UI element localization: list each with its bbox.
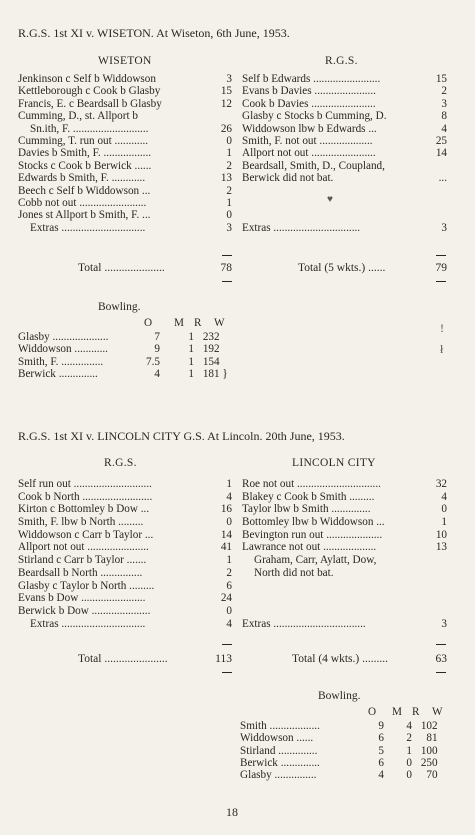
batting-entry: Smith, F. not out ...................: [242, 134, 373, 147]
batting-entry: Roe not out ..............................: [242, 478, 381, 490]
bowling-r: 18: [202, 367, 214, 380]
batting-row: [242, 210, 447, 222]
bowling-o: 6: [378, 756, 384, 769]
match1-right-total: 79: [435, 262, 447, 274]
bowling-m: 2: [406, 732, 412, 745]
batting-runs: 2: [226, 566, 232, 579]
batting-row: [242, 581, 447, 594]
match1-left-team: WISETON: [98, 55, 152, 67]
batting-runs: 32: [435, 478, 447, 490]
bowling-r: 25: [420, 756, 432, 769]
batting-entry: Evans b Davies ......................: [242, 85, 376, 98]
match2-right-team: LINCOLN CITY: [292, 457, 376, 469]
batting-row: [242, 593, 447, 606]
batting-runs: ...: [438, 172, 447, 185]
match2-left-team: R.G.S.: [104, 457, 137, 469]
batting-row: [18, 223, 232, 235]
page-number: 18: [226, 805, 238, 819]
batting-runs: 0: [226, 516, 232, 529]
batting-entry: Berwick did not bat.: [242, 172, 334, 185]
match1-right-total-label: Total (5 wkts.) ......: [298, 262, 386, 274]
batting-entry: Cumming, D., st. Allport b: [18, 110, 138, 123]
bowling-row: [18, 332, 244, 344]
batting-entry: Sn.ith, F. ...........................: [30, 122, 149, 135]
batting-row: [18, 173, 232, 185]
bowling-o: 7.5: [146, 355, 160, 368]
bowler-name: Glasby ....................: [18, 331, 109, 343]
bowler-name: Widdowson ............: [18, 343, 108, 356]
match1-left-total-label: Total .....................: [78, 262, 165, 274]
batting-runs: 6: [226, 579, 232, 592]
batting-entry: Francis, E. c Beardsall b Glasby: [18, 97, 162, 110]
batting-entry: Allport not out .......................: [242, 147, 376, 160]
bowling-o: 5: [378, 744, 384, 757]
batting-entry: Beech c Self b Widdowson ...: [18, 184, 151, 197]
batting-entry: Extras .................................: [242, 617, 366, 630]
bowling-w: 0: [432, 744, 438, 757]
bowling-w: 2: [214, 343, 220, 356]
match2-left-rule-bottom: [222, 672, 232, 673]
bowler-name: Smith, F. ...............: [18, 355, 104, 368]
match2-right-batting: [242, 479, 447, 631]
batting-row: [242, 111, 447, 123]
batting-entry: Kettleborough c Cook b Glasby: [18, 85, 161, 98]
match1-right-total-row: [298, 263, 447, 275]
batting-entry: Glasby c Stocks b Cumming, D.: [242, 110, 387, 123]
bowling-w: 2: [214, 331, 220, 343]
bowling-m: 1: [188, 331, 194, 343]
batting-runs: 3: [441, 221, 447, 234]
match1-left-total: 78: [220, 262, 232, 274]
batting-row: [242, 148, 447, 160]
batting-row: [242, 619, 447, 632]
batting-row: [242, 568, 447, 581]
bowling-m: 1: [406, 744, 412, 757]
match2-left-total: 113: [215, 653, 232, 665]
batting-runs: 15: [435, 73, 447, 85]
bowler-name: Smith ..................: [240, 720, 320, 732]
batting-row: [18, 568, 232, 581]
batting-entry: Beardsall, Smith, D., Coupland,: [242, 159, 385, 172]
batting-row: [18, 148, 232, 160]
batting-entry: Jenkinson c Self b Widdowson: [18, 73, 156, 85]
bowling-col-header: W: [214, 317, 225, 329]
batting-runs: 14: [220, 528, 232, 541]
batting-runs: 4: [441, 490, 447, 503]
batting-entry: Extras ...............................: [242, 221, 361, 234]
match2-title: R.G.S. 1st XI v. LINCOLN CITY G.S. At Lincoln. 20th June, 1953.: [18, 429, 345, 443]
bowling-o: 4: [154, 367, 160, 380]
match1-left-batting: [18, 74, 232, 235]
bowling-m: 1: [188, 343, 194, 356]
batting-runs: 1: [226, 147, 232, 160]
batting-entry: Bevington run out ....................: [242, 528, 383, 541]
batting-runs: 2: [441, 85, 447, 98]
bowling-r: 10: [420, 744, 432, 757]
batting-row: [18, 619, 232, 632]
bowling-o: 4: [378, 769, 384, 782]
bowling-row: [240, 721, 462, 733]
batting-runs: 1: [441, 516, 447, 529]
bowling-w: 1 }: [214, 367, 228, 380]
batting-entry: Widdowson c Carr b Taylor ...: [18, 528, 154, 541]
bowling-o: 9: [154, 343, 160, 356]
batting-runs: 0: [226, 209, 232, 222]
margin-mark-2: ł: [440, 342, 444, 356]
batting-entry: Kirton c Bottomley b Dow ...: [18, 503, 150, 516]
bowling-row: [240, 746, 462, 758]
batting-entry: Blakey c Cook b Smith .........: [242, 490, 375, 503]
bowling-col-header: O: [144, 317, 153, 329]
batting-row: [242, 479, 447, 492]
batting-row: [18, 210, 232, 222]
bowling-col-header: W: [432, 706, 443, 718]
batting-runs: 1: [226, 478, 232, 490]
match2-right-total-label: Total (4 wkts.) .........: [292, 653, 388, 665]
match1-left-rule-bottom: [222, 281, 232, 282]
batting-row: [18, 479, 232, 492]
batting-entry: Bottomley lbw b Widdowson ...: [242, 516, 385, 529]
batting-runs: 8: [441, 110, 447, 123]
batting-runs: 3: [441, 617, 447, 630]
bowling-w: 4: [214, 355, 220, 368]
batting-entry: Self b Edwards ........................: [242, 73, 381, 85]
batting-runs: 26: [220, 122, 232, 135]
batting-entry: Davies b Smith, F. .................: [18, 147, 152, 160]
bowling-row: [18, 357, 244, 369]
bowler-name: Berwick ..............: [18, 367, 98, 380]
batting-runs: 12: [220, 97, 232, 110]
batting-runs: 0: [441, 503, 447, 516]
bowling-r: 23: [202, 331, 214, 343]
batting-entry: Cook b Davies .......................: [242, 97, 376, 110]
bowling-m: 1: [188, 355, 194, 368]
batting-entry: North did not bat.: [254, 566, 334, 579]
batting-entry: Smith, F. lbw b North .........: [18, 516, 144, 529]
match1-title: R.G.S. 1st XI v. WISETON. At Wiseton, 6th June, 1953.: [18, 26, 290, 40]
batting-row: [18, 111, 232, 123]
bowling-o: 6: [378, 732, 384, 745]
batting-runs: 4: [441, 122, 447, 135]
batting-entry: Evans b Dow .......................: [18, 592, 146, 605]
bowling-r: 8: [426, 732, 432, 745]
batting-row: [242, 606, 447, 619]
bowling-w: 0: [432, 769, 438, 782]
batting-entry: Edwards b Smith, F. ............: [18, 172, 146, 185]
batting-runs: 2: [226, 184, 232, 197]
batting-runs: 1: [226, 196, 232, 209]
batting-runs: 25: [435, 134, 447, 147]
match2-right-total-row: [292, 654, 447, 666]
batting-runs: 4: [226, 617, 232, 630]
batting-row: [242, 86, 447, 98]
batting-runs: 1: [226, 554, 232, 567]
batting-runs: 0: [226, 134, 232, 147]
bowling-m: 4: [406, 720, 412, 732]
batting-runs: 14: [435, 147, 447, 160]
batting-row: [242, 223, 447, 235]
bowling-w: 2: [432, 720, 438, 732]
batting-entry: Stirland c Carr b Taylor .......: [18, 554, 147, 567]
bowling-w: 0: [432, 756, 438, 769]
bowler-name: Berwick ..............: [240, 756, 320, 769]
match1-right-team: R.G.S.: [325, 55, 358, 67]
batting-entry: Taylor lbw b Smith ..............: [242, 503, 371, 516]
bowling-col-header: R: [194, 317, 202, 329]
batting-row: [242, 198, 447, 210]
match1-left-total-row: [78, 263, 232, 275]
bowling-r: 15: [202, 355, 214, 368]
batting-runs: 4: [226, 490, 232, 503]
batting-runs: 2: [226, 159, 232, 172]
bowling-row: [240, 733, 462, 745]
bowling-m: 0: [406, 769, 412, 782]
batting-entry: Lawrance not out ...................: [242, 541, 377, 554]
batting-runs: 0: [226, 604, 232, 617]
batting-entry: Glasby c Taylor b North .........: [18, 579, 155, 592]
match2-right-rule-top: [436, 644, 446, 645]
batting-row: [18, 555, 232, 568]
bowling-row: [240, 758, 462, 770]
bowling-col-header: M: [392, 706, 402, 718]
batting-runs: 41: [220, 541, 232, 554]
match2-bowling-title: Bowling.: [318, 690, 361, 702]
batting-entry: Widdowson lbw b Edwards ...: [242, 122, 377, 135]
batting-entry: Jones st Allport b Smith, F. ...: [18, 209, 151, 222]
batting-runs: 3: [226, 221, 232, 234]
match2-left-rule-top: [222, 644, 232, 645]
bowling-m: 1: [188, 367, 194, 380]
bowler-name: Widdowson ......: [240, 732, 314, 745]
margin-mark-1: !: [440, 321, 444, 335]
batting-entry: Allport not out ......................: [18, 541, 149, 554]
match1-right-rule-top: [436, 255, 446, 256]
match1-left-rule-top: [222, 255, 232, 256]
batting-runs: 24: [220, 592, 232, 605]
batting-runs: 3: [226, 73, 232, 85]
match2-left-total-row: [78, 654, 232, 666]
bowling-o: 9: [378, 720, 384, 732]
batting-entry: Beardsall b North ...............: [18, 566, 143, 579]
batting-runs: 3: [441, 97, 447, 110]
bowling-col-header: O: [368, 706, 377, 718]
batting-row: [242, 517, 447, 530]
bowling-r: 7: [426, 769, 432, 782]
batting-entry: Berwick b Dow .....................: [18, 604, 151, 617]
match2-right-total: 63: [435, 653, 447, 665]
batting-row: [18, 517, 232, 530]
batting-runs: 13: [435, 541, 447, 554]
bowling-col-header: R: [412, 706, 420, 718]
batting-entry: Self run out ............................: [18, 478, 152, 490]
bowling-row: [240, 770, 462, 782]
batting-row: [242, 173, 447, 185]
batting-runs: 10: [435, 528, 447, 541]
bowling-r: 10: [420, 720, 432, 732]
batting-row: [242, 186, 447, 198]
batting-row: [18, 86, 232, 98]
bowling-r: 19: [202, 343, 214, 356]
bowler-name: Stirland ..............: [240, 744, 318, 757]
batting-entry: Cook b North .........................: [18, 490, 153, 503]
batting-entry: Cumming, T. run out ............: [18, 134, 149, 147]
bowling-row: [18, 344, 244, 356]
match1-bowling-title: Bowling.: [98, 301, 141, 313]
batting-row: [242, 555, 447, 568]
batting-entry: Graham, Carr, Aylatt, Dow,: [254, 554, 377, 567]
batting-entry: Stocks c Cook b Berwick ......: [18, 159, 152, 172]
match1-right-batting: [242, 74, 447, 235]
bowling-row: [18, 369, 244, 381]
match1-right-rule-bottom: [436, 281, 446, 282]
bowler-name: Glasby ...............: [240, 769, 317, 782]
bowling-w: 1: [432, 732, 438, 745]
match2-right-rule-bottom: [436, 672, 446, 673]
batting-entry: Extras ..............................: [30, 617, 146, 630]
batting-row: [18, 593, 232, 606]
bowling-o: 7: [154, 331, 160, 343]
bowling-col-header: M: [174, 317, 184, 329]
batting-runs: 15: [220, 85, 232, 98]
batting-runs: 13: [220, 172, 232, 185]
match2-left-batting: [18, 479, 232, 631]
batting-entry: Cobb not out ........................: [18, 196, 147, 209]
batting-row: [18, 606, 232, 619]
ink-mark: ♥: [327, 194, 333, 205]
match2-left-total-label: Total ......................: [78, 653, 168, 665]
batting-runs: 16: [220, 503, 232, 516]
batting-entry: Extras ..............................: [30, 221, 146, 234]
bowling-m: 0: [406, 756, 412, 769]
